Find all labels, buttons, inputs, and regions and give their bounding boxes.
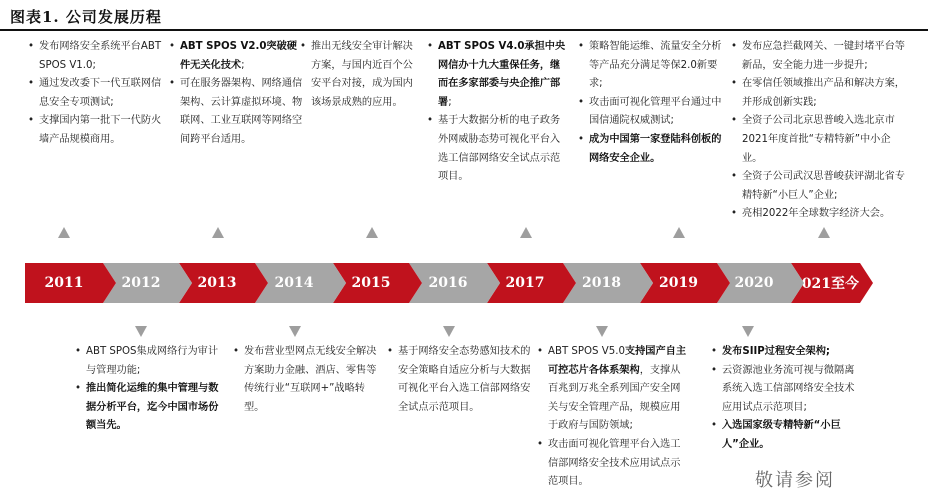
bullet-item (589, 94, 725, 131)
year-label: 2014 (274, 275, 314, 291)
bullet-list (708, 343, 858, 455)
milestone-2019 (575, 38, 725, 168)
bullet-text: 云资源池业务流可视与微隔离系统入选工信部网络安全技术应用试点示范项目; (722, 364, 855, 413)
arrow-up-icon (58, 227, 70, 238)
bullet-text: 策略智能运维、流量安全分析等产品充分满足等保2.0新要求; (589, 41, 722, 90)
year-label: 2012 (121, 275, 161, 291)
bullet-item (311, 38, 421, 112)
bullet-list (72, 343, 222, 436)
bullet-text: 攻击面可视化管理平台通过中国信通院权威测试; (589, 96, 722, 127)
milestone-2016 (384, 343, 534, 417)
year-label: 2015 (351, 275, 391, 291)
milestone-2011 (25, 38, 165, 150)
bullet-item (589, 131, 725, 168)
title-underline (0, 29, 928, 31)
arrow-up-icon (818, 227, 830, 238)
bullet-text: 发布应急拦截网关、一键封堵平台等新品，安全能力进一步提升; (742, 41, 905, 71)
arrow-up-icon (366, 227, 378, 238)
bullet-list (728, 38, 906, 224)
timeline-bar (25, 263, 860, 303)
arrow-up-icon (520, 227, 532, 238)
milestone-2021 (728, 38, 906, 224)
bullet-text: 支持国产自主可控芯片各体系架构 (548, 346, 687, 376)
bullet-item (722, 417, 858, 454)
milestone-2013 (166, 38, 306, 150)
bullet-text: ABT SPOS V5.0 (548, 346, 625, 357)
bullet-item (548, 436, 690, 492)
bullet-list (424, 38, 566, 187)
bullet-item (589, 38, 725, 94)
bullet-text: 亮相2022年全球数字经济大会。 (742, 208, 891, 220)
bullet-text: 攻击面可视化管理平台入选工信部网络安全技术应用试点示范项目。 (548, 438, 681, 488)
bullet-text: 入选国家级专精特新“小巨人”企业。 (722, 420, 841, 450)
year-label: 2011 (44, 275, 84, 291)
bullet-text: 成为中国第一家登陆科创板的网络安全企业。 (589, 133, 722, 164)
year-label: 2019 (659, 275, 698, 291)
arrow-down-icon (596, 326, 608, 337)
bullet-text: 推出简化运维的集中管理与数据分析平台，迄今中国市场份额当先。 (86, 383, 219, 432)
bullet-text: 可在服务器架构、网络通信架构、云计算虚拟环境、物联网、工业互联网等网络空间跨平台适用。 (180, 78, 303, 145)
bullet-text: 基于网络安全态势感知技术的安全策略自适应分析与大数据可视化平台入选工信部网络安全试点示范项目。 (398, 346, 531, 413)
milestone-2015 (297, 38, 421, 112)
bullet-item (398, 343, 534, 417)
milestone-2017 (424, 38, 566, 187)
bullet-item (722, 362, 858, 418)
bullet-item (86, 380, 222, 436)
bullet-text: 发布SIIP过程安全架构; (722, 346, 830, 357)
bullet-text: 支撑国内第一批下一代防火墙产品规模商用。 (39, 115, 162, 145)
bullet-text: 全资子公司北京思普峻入选北京市2021年度首批“专精特新”中小企业。 (742, 115, 895, 164)
bullet-item (742, 205, 906, 224)
bullet-text: 发布网络安全系统平台ABT SPOS V1.0; (39, 41, 162, 71)
bullet-text: 在零信任领域推出产品和解决方案，并形成创新实践; (742, 78, 905, 108)
bullet-text: ABT SPOS V4.0承担中央网信办十九大重保任务，继而在多家部委与央企推广部署 (438, 41, 566, 108)
bullet-item (180, 75, 306, 149)
bullet-text: 全资子公司武汉思普峻获评湖北省专精特新“小巨人”企业; (742, 171, 905, 201)
bullet-text: ; (448, 96, 452, 108)
bullet-item (438, 38, 566, 112)
bullet-item (86, 343, 222, 380)
watermark-text: 敬请参阅 (755, 470, 835, 491)
arrow-down-icon (443, 326, 455, 337)
bullet-list (25, 38, 165, 150)
bullet-text: 发布营业型网点无线安全解决方案助力金融、酒店、零售等传统行业“互联网+”战略转型。 (244, 346, 377, 413)
arrow-up-icon (673, 227, 685, 238)
bullet-list (297, 38, 421, 112)
figure-title: 图表1. 公司发展历程 (10, 8, 162, 26)
bullet-list (230, 343, 380, 417)
arrow-down-icon (742, 326, 754, 337)
bullet-item (722, 343, 858, 362)
bullet-text: ，支撑从百兆到万兆全系列国产安全网关与安全管理产品，规模应用于政府与国防领域; (548, 364, 681, 432)
bullet-item (742, 168, 906, 205)
arrow-down-icon (289, 326, 301, 337)
bullet-list (534, 343, 690, 492)
milestone-2018 (534, 343, 690, 492)
year-label: 2017 (505, 275, 545, 291)
milestone-2014 (230, 343, 380, 417)
milestone-2020 (708, 343, 858, 455)
bullet-item (39, 112, 165, 149)
bullet-text: ; (241, 59, 245, 71)
bullet-item (548, 343, 690, 436)
year-label: 2016 (428, 275, 468, 291)
bullet-item (742, 75, 906, 112)
bullet-list (575, 38, 725, 168)
arrow-down-icon (135, 326, 147, 337)
bullet-list (384, 343, 534, 417)
year-label: 2018 (582, 275, 621, 291)
bullet-item (742, 38, 906, 75)
arrow-up-icon (212, 227, 224, 238)
milestone-2012 (72, 343, 222, 436)
bullet-item (39, 38, 165, 75)
bullet-text: 基于大数据分析的电子政务外网威胁态势可视化平台入选工信部网络安全试点示范项目。 (438, 115, 561, 183)
year-label: 2020 (734, 275, 774, 291)
bullet-item (742, 112, 906, 168)
bullet-text: 通过发改委下一代互联网信息安全专项测试; (39, 78, 162, 108)
year-label: 2013 (197, 275, 237, 291)
bullet-text: ABT SPOS V2.0突破硬件无关化技术 (180, 41, 297, 71)
bullet-item (180, 38, 306, 75)
bullet-item (244, 343, 380, 417)
year-label: 2021至今 (792, 276, 859, 292)
bullet-item (438, 112, 566, 186)
bullet-text: 推出无线安全审计解决方案，与国内近百个公安平台对接，成为国内该场景成熟的应用。 (311, 41, 413, 108)
bullet-item (39, 75, 165, 112)
year-segment (25, 263, 103, 303)
bullet-text: ABT SPOS集成网络行为审计与管理功能; (86, 346, 219, 376)
bullet-list (166, 38, 306, 150)
